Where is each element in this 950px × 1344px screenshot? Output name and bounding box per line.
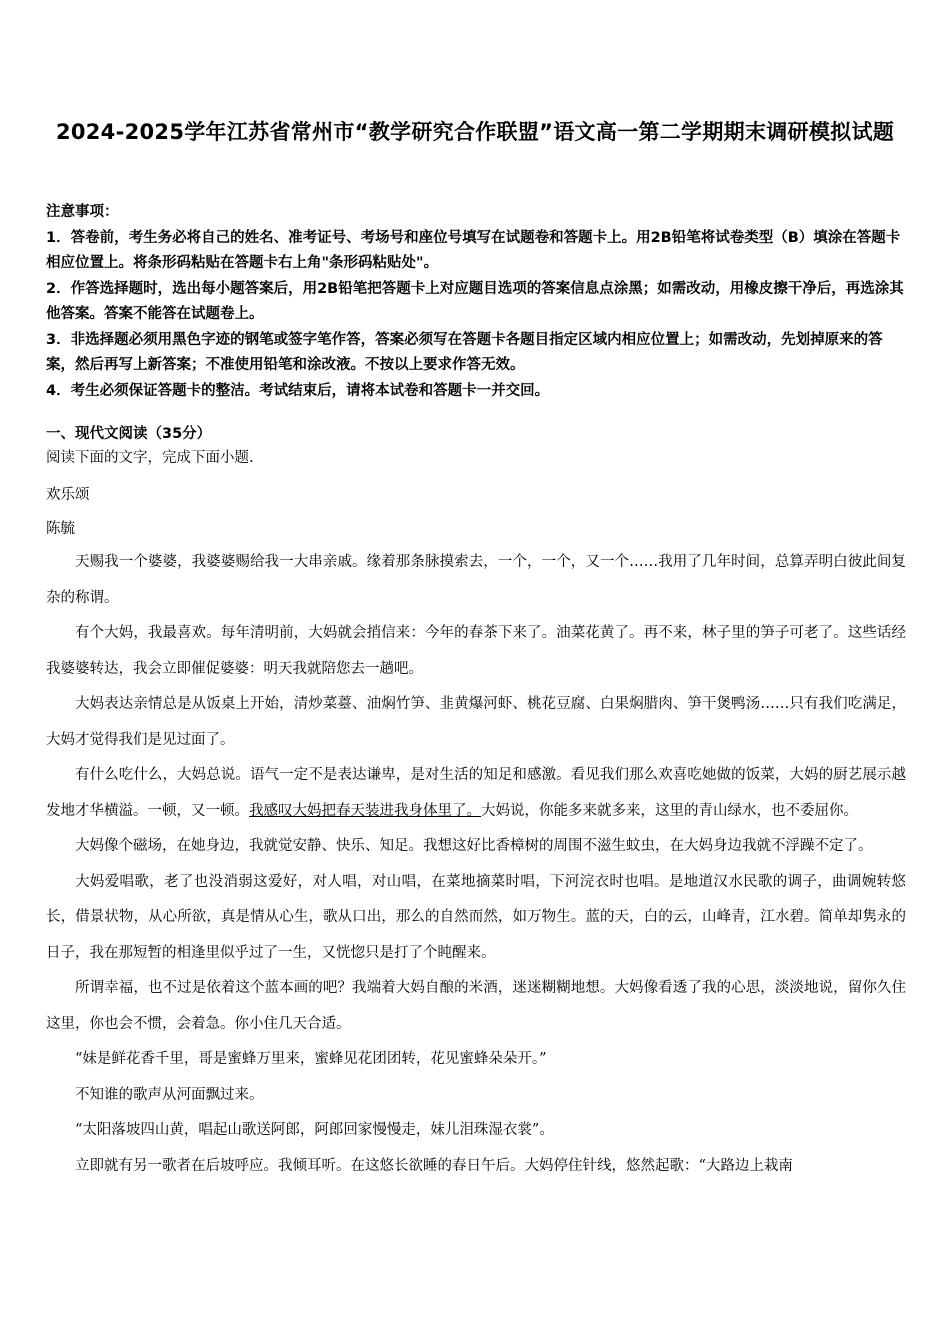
paragraph: 有个大妈，我最喜欢。每年清明前，大妈就会捎信来：今年的春茶下来了。油菜花黄了。再不来，林子里的笋子可老了。这些话经我婆婆转达，我会立即催促婆婆：明天我就陪您去一趟吧。 — [46, 625, 906, 677]
paragraph: 天赐我一个婆婆，我婆婆赐给我一大串亲戚。缘着那条脉摸索去，一个，一个，又一个……我用了几年时间，总算弄明白彼此间复杂的称谓。 — [46, 554, 906, 606]
article-title: 欢乐颂 — [46, 487, 90, 503]
section-header — [46, 422, 906, 470]
paragraph: 大妈表达亲情总是从饭桌上开始，清炒菜薹、油焖竹笋、韭黄爆河虾、桃花豆腐、白果焖腊肉、笋干煲鸭汤……只有我们吃满足，大妈才觉得我们是见过面了。 — [46, 696, 906, 748]
notice-block — [46, 200, 906, 404]
paragraph: 不知谁的歌声从河面飘过来。 — [75, 1086, 264, 1103]
section-heading: 一、现代文阅读（35分） — [46, 426, 212, 442]
paragraph: 大妈像个磁场，在她身边，我就觉安静、快乐、知足。我想这好比香樟树的周围不滋生蚊虫，在大妈身边我就不浮躁不定了。 — [75, 838, 873, 854]
paragraph — [46, 758, 906, 829]
page-title: 2024-2025学年江苏省常州市“教学研究合作联盟”语文高一第二学期期末调研模拟试题 — [55, 120, 895, 144]
notice-item: 1．答卷前，考生务必将自己的姓名、准考证号、考场号和座位号填写在试题卷和答题卡上。用2B铅笔将试卷类型（B）填涂在答题卡相应位置上。将条形码粘贴在答题卡右上角"条形码粘贴处"。 — [46, 229, 901, 271]
underlined-sentence: 我感叹大妈把春天装进我身体里了。 — [249, 802, 481, 819]
notice-item: 3．非选择题必须用黑色字迹的钢笔或签字笔作答，答案必须写在答题卡各题目指定区域内相应位置上；如需改动，先划掉原来的答案，然后再写上新答案；不准使用铅笔和涂改液。不按以上要求作答无效。 — [46, 331, 883, 373]
paragraph: 大妈爱唱歌，老了也没消弱这爱好，对人唱，对山唱，在菜地摘菜时唱，下河浣衣时也唱。是地道汉水民歌的调子，曲调婉转悠长，借景状物，从心所欲，真是情从心生，歌从口出，那么的自然而然，如万物生。蓝的天，白的云，山峰青，江水碧。简单却隽永的日子，我在那短暂的相逢里似乎过了一生，又恍惚只是打了个盹醒来。 — [46, 873, 906, 961]
paragraph-text: 大妈说，你能多来就多来，这里的青山绿水，也不委屈你。 — [481, 802, 858, 819]
article-author: 陈毓 — [46, 521, 75, 537]
article-body — [46, 545, 906, 1184]
paragraph: “太阳落坡四山黄，唱起山歌送阿郎，阿郎回家慢慢走，妹儿泪珠湿衣裳”。 — [75, 1122, 554, 1138]
notice-item: 4．考生必须保证答题卡的整洁。考试结束后，请将本试卷和答题卡一并交回。 — [46, 382, 550, 399]
paragraph-text: 有什么吃什么，大妈总说。语气一定不是表达谦卑，是对生活的知足和感激。看见我们那么欢喜吃她做的饭菜，大妈的厨艺展示越发地才华横溢。一顿，又一顿。 — [46, 767, 906, 819]
notice-item: 2．作答选择题时，选出每小题答案后，用2B铅笔把答题卡上对应题目选项的答案信息点涂黑；如需改动，用橡皮擦干净后，再选涂其他答案。答案不能答在试题卷上。 — [46, 280, 904, 322]
paragraph: 所谓幸福，也不过是依着这个蓝本画的吧？我端着大妈自酿的米酒，迷迷糊糊地想。大妈像看透了我的心思，淡淡地说，留你久住这里，你也会不惯，会着急。你小住几天合适。 — [46, 980, 906, 1032]
paragraph: “妹是鲜花香千里，哥是蜜蜂万里来，蜜蜂见花团团转，花见蜜蜂朵朵开。” — [75, 1051, 547, 1067]
paragraph: 立即就有另一歌者在后坡呼应。我倾耳听。在这悠长欲睡的春日午后。大妈停住针线，悠然起歌：“大路边上栽南 — [75, 1157, 793, 1174]
notice-heading: 注意事项： — [46, 204, 119, 220]
section-instruction: 阅读下面的文字，完成下面小题. — [46, 450, 254, 466]
